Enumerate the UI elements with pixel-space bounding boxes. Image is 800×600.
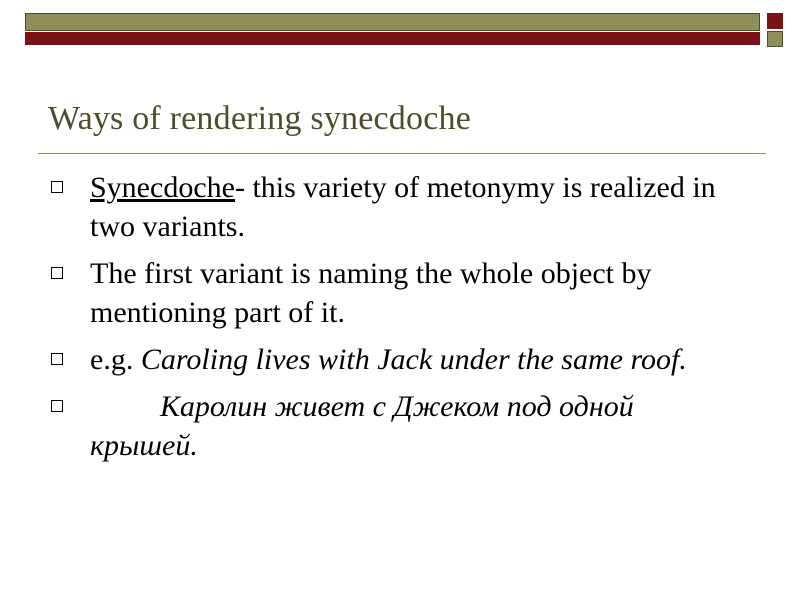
variant-text: The first variant is naming the whole object by mentioning part of it. <box>90 257 652 329</box>
list-item <box>48 254 748 332</box>
header-bar-olive <box>25 13 760 31</box>
square-bullet-icon <box>51 400 63 412</box>
definition-text: - this variety of metonymy is realized in two variants. <box>90 171 716 243</box>
corner-square-maroon <box>767 13 783 29</box>
title-divider <box>38 153 766 154</box>
square-bullet-icon <box>51 267 63 279</box>
list-item <box>48 387 748 465</box>
example-prefix: e.g. <box>90 343 141 376</box>
corner-square-olive <box>767 31 783 47</box>
list-item <box>48 340 748 379</box>
translation-text: Каролин живет с Джеком под одной крышей. <box>90 390 634 462</box>
list-item <box>48 168 748 246</box>
example-text: Caroling lives with Jack under the same roof. <box>140 343 687 376</box>
slide-title: Ways of rendering synecdoche <box>48 100 471 137</box>
square-bullet-icon <box>51 353 63 365</box>
header-bar-maroon <box>25 32 760 45</box>
bullet-list <box>48 168 748 473</box>
term-synecdoche: Synecdoche <box>90 171 235 204</box>
square-bullet-icon <box>51 181 63 193</box>
